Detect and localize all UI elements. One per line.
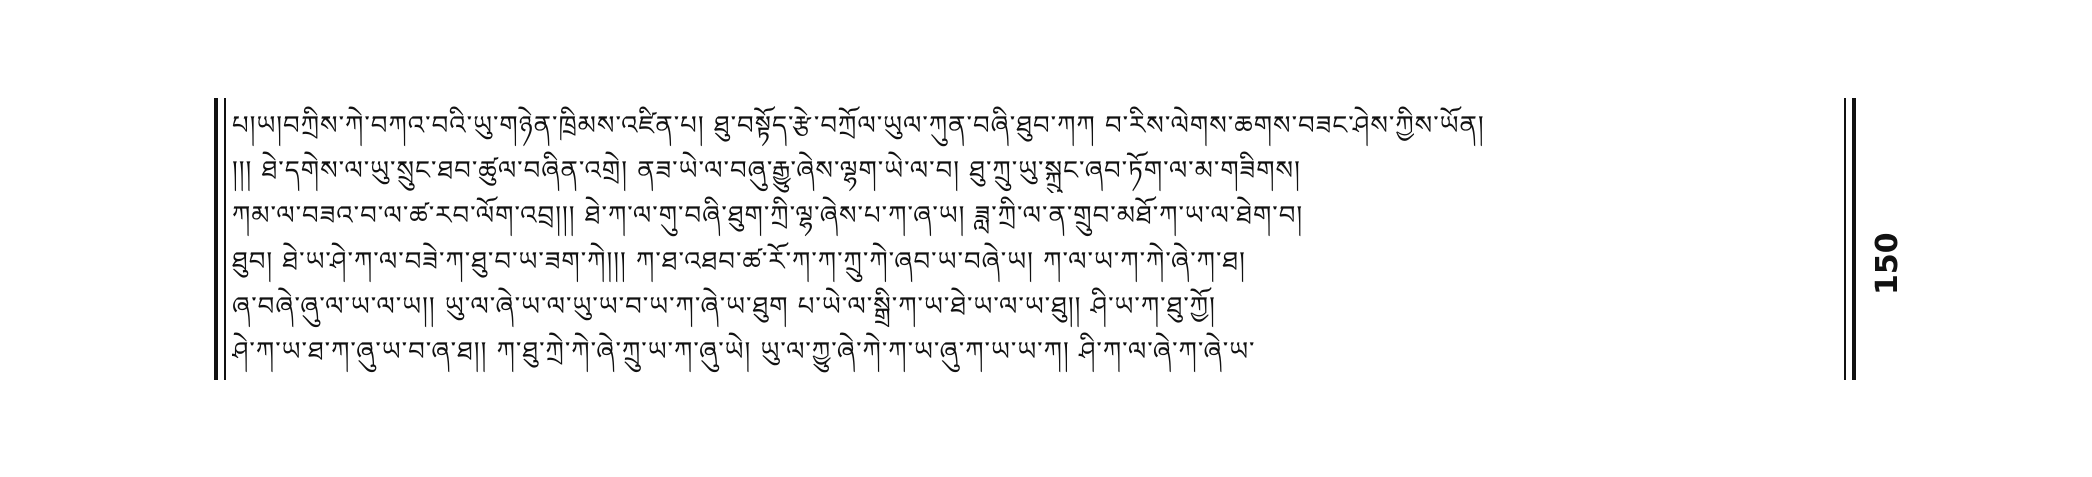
- text-line: ཤེ་ཀ་ཡ་ཐ་ཀ་ཞུ་ཡ་བ་ཞ་ཐ།། ཀ་ཐུ་ཀྲེ་ཀེ་ཞེ་ཀྲུ་ཡ་ཀ་ཞུ་ཡེ། ཡུ་ལ་ཀྱུ་ཞེ་ཀེ་ཀ་ཡ་ཞུ་ཀ་ཡ་ཡ་ཀ། ཤི་ཀ་ལ་ཞེ་ཀ་ཞེ་ཡ་: [232, 336, 1256, 367]
- page-number: 150: [1870, 232, 1905, 295]
- right-border-inner-rule: [1844, 98, 1846, 380]
- text-line: ཞ་བཞེ་ཞུ་ལ་ཡ་ལ་ཡ།། ཡུ་ལ་ཞེ་ཡ་ལ་ཡུ་ཡ་བ་ཡ་ཀ་ཞེ་ཡ་ཐུག པ་ཡེ་ལ་སྒྲི་ཀ་ཡ་ཐེ་ཡ་ལ་ཡ་ཐུ།། ཤི་ཡ་ཀ་ཐུ་ཀྱོ།: [232, 291, 1216, 322]
- text-line: ཐུབ། ཐེ་ཡ་ཤེ་ཀ་ལ་བཟེ་ཀ་ཐུ་བ་ཡ་ཟག་ཀེ།།། ཀ་ཐ་འཐབ་ཚ་རོ་ཀ་ཀ་ཀྲུ་ཀེ་ཞབ་ཡ་བཞེ་ཡ། ཀ་ལ་ཡ་ཀ་ཀེ་ཞེ་ཀ་ཐ།: [232, 246, 1246, 277]
- text-line: །།། ཐེ་དགེས་ལ་ཡུ་སྲུང་ཐབ་ཚུལ་བཞིན་འགྲེ། ནཟ་ཡེ་ལ་བཞུ་རྒྱུ་ཞེས་ལྷག་ཡེ་ལ་བ། ཐུ་ཀྲུ་ཡུ་སྐྲུང་ཞབ་ཏོག་ལ་མ་གཟིགས།: [232, 156, 1301, 187]
- tibetan-text-block: [232, 104, 1838, 374]
- text-line: ཀམ་ལ་བཟའ་བ་ལ་ཚ་རབ་ལོག་འབྲ།།། ཐེ་ཀ་ལ་གུ་བཞི་ཐུག་ཀྲི་ལྷ་ཞེས་པ་ཀ་ཞ་ཡ། ཟླ་ཀྲི་ལ་ན་གྲུབ་མཐོ་ཀ་ཡ་ལ་ཐེག་བ།: [232, 201, 1304, 232]
- text-frame: [214, 98, 1854, 380]
- left-border-inner-rule: [224, 98, 226, 380]
- text-line: པ།ཡ།བཀྲིས་ཀེ་བཀའ་བའི་ཡུ་གཉེན་ཁྲིམས་འཛིན་པ། ཐུ་བསྟོད་རྩེ་བཀྲོལ་ཡུལ་ཀུན་བཞི་ཐུབ་ཀཀ བ་རིས་ལེགས་ཆགས་བཟང་ཤེས་ཀྱིས་ཡོན།: [232, 111, 1485, 141]
- right-border-outer-rule: [1852, 98, 1856, 380]
- left-border-outer-rule: [214, 98, 218, 380]
